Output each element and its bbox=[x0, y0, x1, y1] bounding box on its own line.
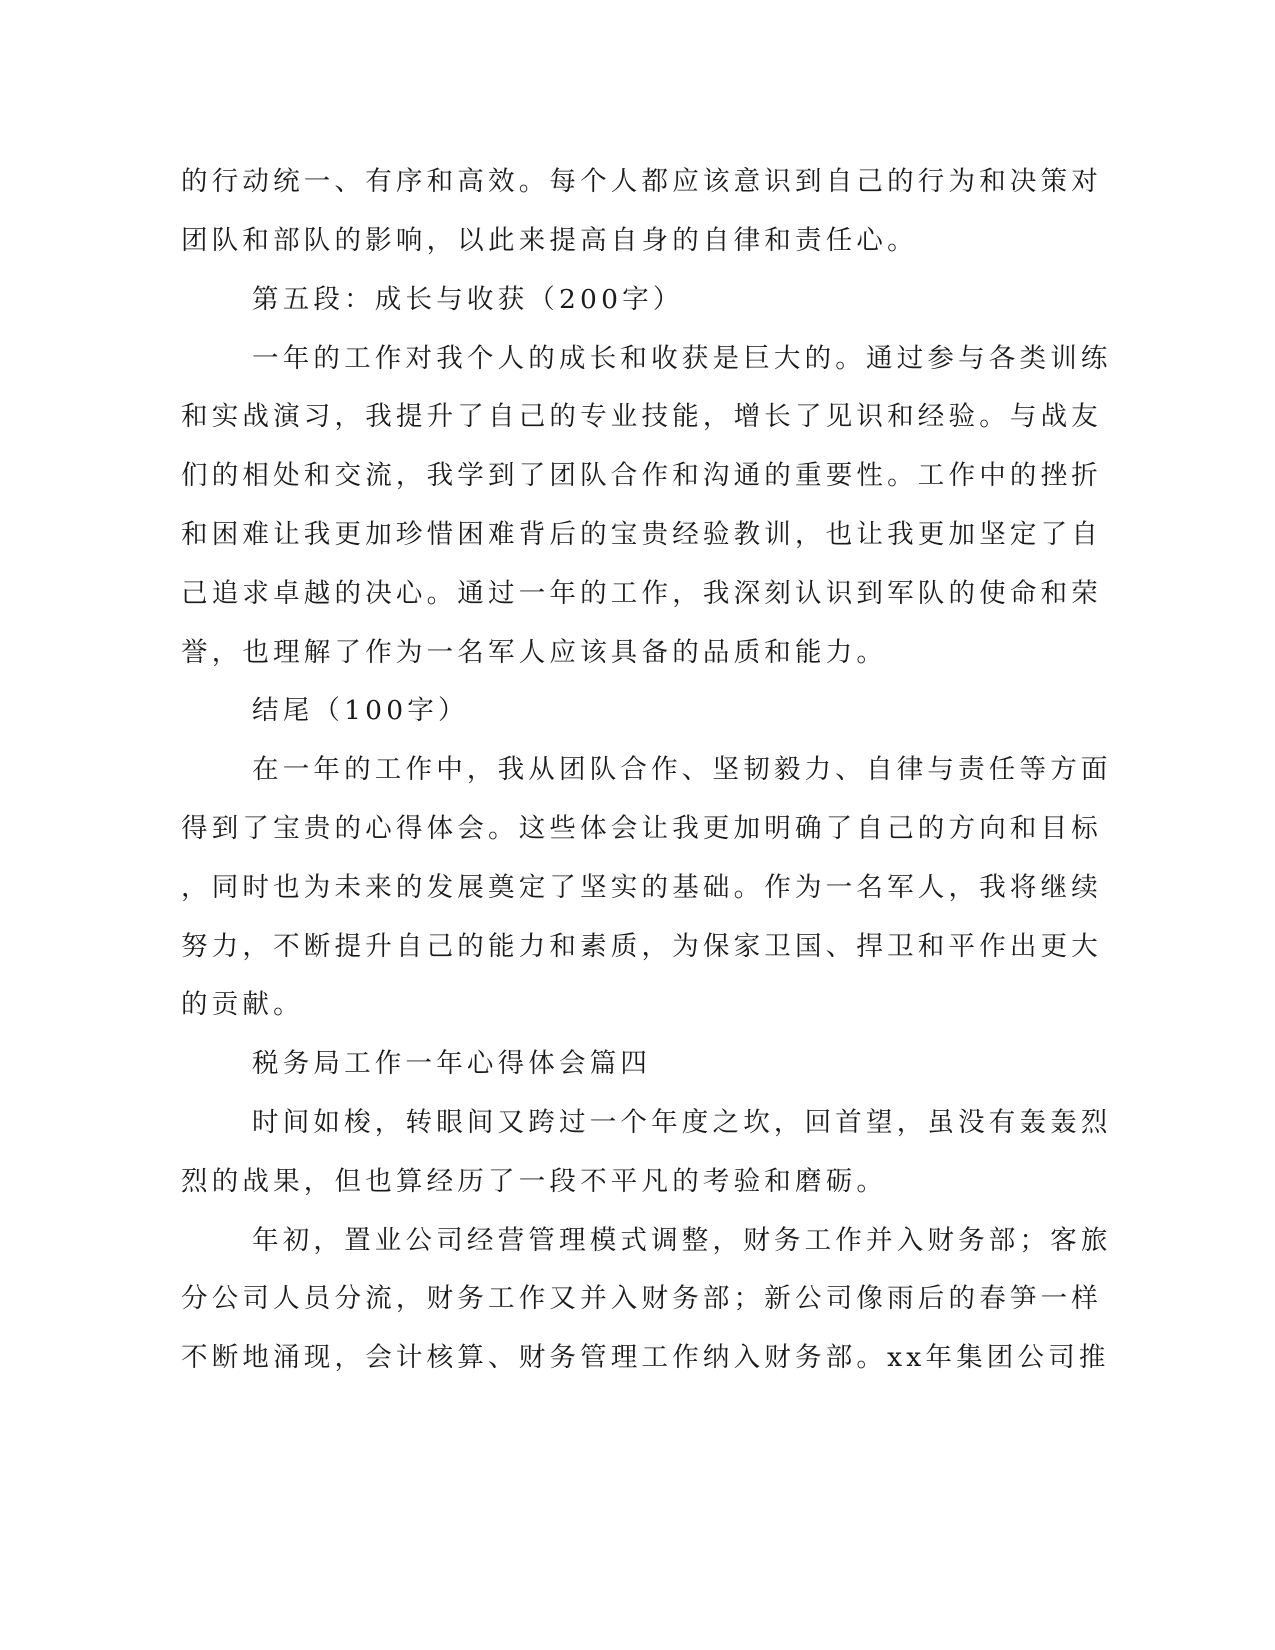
text-line: 己追求卓越的决心。通过一年的工作，我深刻认识到军队的使命和荣 bbox=[181, 578, 1102, 609]
section-heading: 结尾（100字） bbox=[252, 695, 469, 726]
text-line: 在一年的工作中，我从团队合作、坚韧毅力、自律与责任等方面 bbox=[252, 754, 1112, 785]
text-line: 年初，置业公司经营管理模式调整，财务工作并入财务部；客旅 bbox=[252, 1225, 1112, 1256]
section-heading: 第五段：成长与收获（200字） bbox=[252, 284, 684, 315]
text-line: 和困难让我更加珍惜困难背后的宝贵经验教训，也让我更加坚定了自 bbox=[181, 519, 1102, 550]
text-line: 烈的战果，但也算经历了一段不平凡的考验和磨砺。 bbox=[181, 1166, 888, 1197]
text-line: 的贡献。 bbox=[181, 989, 304, 1020]
text-line: 团队和部队的影响，以此来提高自身的自律和责任心。 bbox=[181, 225, 918, 256]
text-line: 努力，不断提升自己的能力和素质，为保家卫国、捍卫和平作出更大 bbox=[181, 931, 1102, 962]
text-line: 时间如梭，转眼间又跨过一个年度之坎，回首望，虽没有轰轰烈 bbox=[252, 1107, 1112, 1138]
text-line: 们的相处和交流，我学到了团队合作和沟通的重要性。工作中的挫折 bbox=[181, 460, 1102, 491]
text-line: ，同时也为未来的发展奠定了坚实的基础。作为一名军人，我将继续 bbox=[181, 872, 1102, 903]
text-line: 得到了宝贵的心得体会。这些体会让我更加明确了自己的方向和目标 bbox=[181, 813, 1102, 844]
text-line: 分公司人员分流，财务工作又并入财务部；新公司像雨后的春笋一样 bbox=[181, 1283, 1102, 1314]
text-line: 不断地涌现，会计核算、财务管理工作纳入财务部。xx年集团公司推 bbox=[181, 1342, 1110, 1373]
text-line: 和实战演习，我提升了自己的专业技能，增长了见识和经验。与战友 bbox=[181, 401, 1102, 432]
text-line: 的行动统一、有序和高效。每个人都应该意识到自己的行为和决策对 bbox=[181, 166, 1102, 197]
text-line: 誉，也理解了作为一名军人应该具备的品质和能力。 bbox=[181, 637, 888, 668]
section-heading: 税务局工作一年心得体会篇四 bbox=[252, 1048, 652, 1079]
text-line: 一年的工作对我个人的成长和收获是巨大的。通过参与各类训练 bbox=[252, 343, 1112, 374]
